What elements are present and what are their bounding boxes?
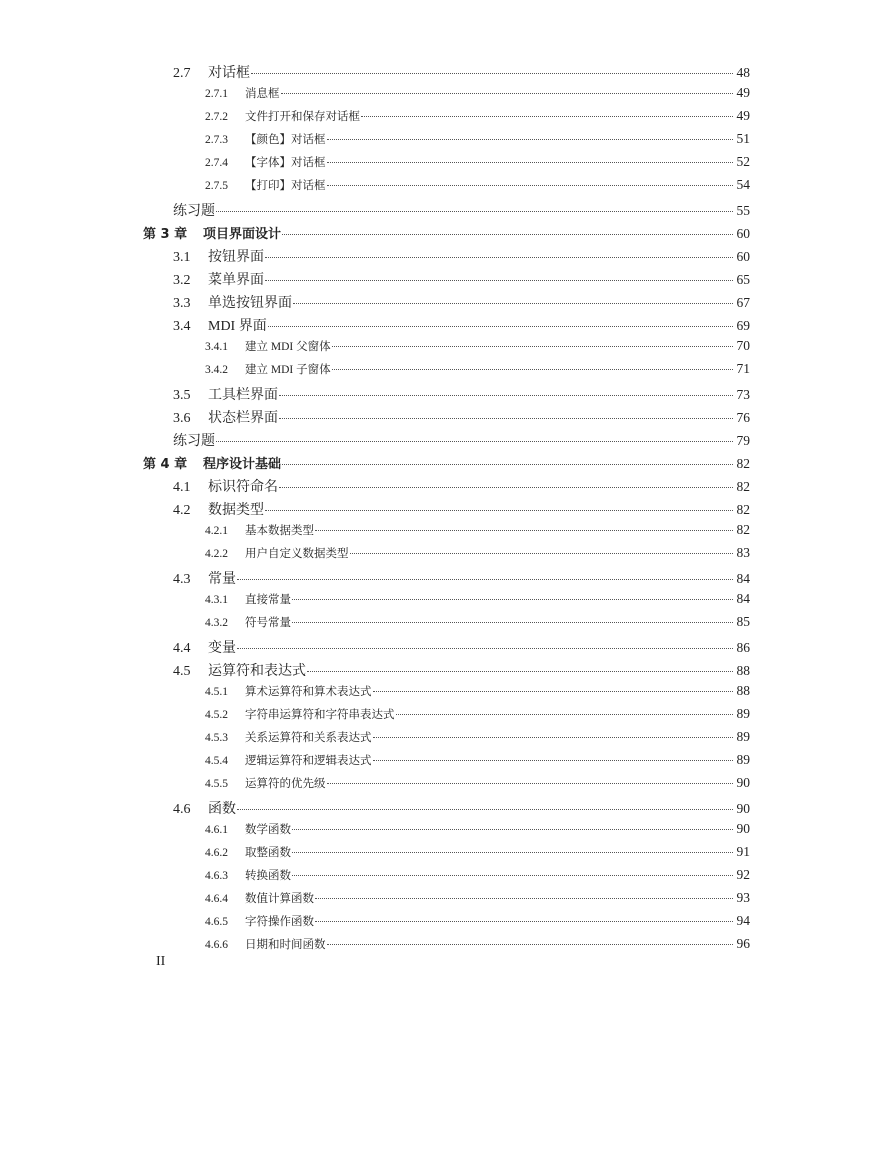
toc-entry-title: 字符操作函数 bbox=[245, 916, 314, 928]
toc-dot-leader bbox=[292, 852, 733, 853]
toc-entry[interactable] bbox=[143, 85, 750, 108]
toc-entry-page: 84 bbox=[736, 571, 750, 586]
toc-entry-title: 菜单界面 bbox=[208, 273, 264, 288]
toc-entry[interactable] bbox=[143, 798, 750, 821]
toc-entry[interactable] bbox=[143, 591, 750, 614]
toc-dot-leader bbox=[350, 553, 734, 554]
toc-entry-page: 83 bbox=[736, 545, 750, 560]
toc-dot-leader bbox=[237, 579, 733, 580]
toc-dot-leader bbox=[237, 648, 733, 649]
toc-entry[interactable] bbox=[143, 476, 750, 499]
toc-entry-number: 4.2 bbox=[173, 503, 191, 518]
toc-entry[interactable] bbox=[143, 821, 750, 844]
toc-entry[interactable] bbox=[143, 269, 750, 292]
toc-entry-page: 94 bbox=[736, 913, 750, 928]
toc-entry[interactable] bbox=[143, 453, 750, 476]
toc-entry-page: 49 bbox=[736, 108, 750, 123]
table-of-contents bbox=[0, 62, 893, 959]
toc-entry-number: 4.6 bbox=[173, 802, 191, 817]
toc-entry[interactable] bbox=[143, 430, 750, 453]
toc-entry-title: 【字体】对话框 bbox=[245, 157, 326, 169]
toc-entry-title: 按钮界面 bbox=[208, 250, 264, 265]
toc-dot-leader bbox=[279, 395, 733, 396]
toc-entry-page: 60 bbox=[736, 226, 750, 241]
toc-entry[interactable] bbox=[143, 246, 750, 269]
toc-entry-number: 3.3 bbox=[173, 296, 191, 311]
toc-entry-page: 89 bbox=[736, 752, 750, 767]
toc-entry-number: 2.7 bbox=[173, 66, 191, 81]
toc-entry-page: 96 bbox=[736, 936, 750, 951]
toc-dot-leader bbox=[237, 809, 733, 810]
toc-entry-page: 88 bbox=[736, 663, 750, 678]
toc-entry[interactable] bbox=[143, 154, 750, 177]
toc-entry-title: 程序设计基础 bbox=[203, 457, 282, 472]
toc-entry-title: 工具栏界面 bbox=[208, 388, 278, 403]
toc-entry-title: 状态栏界面 bbox=[208, 411, 278, 426]
toc-entry[interactable] bbox=[143, 62, 750, 85]
toc-entry-page: 90 bbox=[736, 801, 750, 816]
toc-entry[interactable] bbox=[143, 361, 750, 384]
toc-entry-page: 89 bbox=[736, 729, 750, 744]
toc-entry-number: 第 4 章 bbox=[143, 457, 188, 472]
toc-entry-number: 4.5.1 bbox=[205, 686, 228, 698]
toc-entry-title: 项目界面设计 bbox=[203, 227, 282, 242]
toc-entry[interactable] bbox=[143, 384, 750, 407]
toc-dot-leader bbox=[293, 303, 733, 304]
toc-dot-leader bbox=[315, 530, 733, 531]
toc-entry[interactable] bbox=[143, 545, 750, 568]
toc-dot-leader bbox=[373, 691, 734, 692]
toc-entry[interactable] bbox=[143, 131, 750, 154]
toc-entry-number: 4.6.6 bbox=[205, 939, 228, 951]
toc-dot-leader bbox=[307, 671, 733, 672]
toc-entry-title: 符号常量 bbox=[245, 617, 291, 629]
toc-entry[interactable] bbox=[143, 522, 750, 545]
toc-entry-number: 4.3.2 bbox=[205, 617, 228, 629]
toc-entry-page: 65 bbox=[736, 272, 750, 287]
toc-entry-page: 82 bbox=[736, 502, 750, 517]
toc-entry-title: 标识符命名 bbox=[208, 480, 278, 495]
toc-entry-page: 76 bbox=[736, 410, 750, 425]
toc-dot-leader bbox=[279, 418, 733, 419]
toc-entry-page: 67 bbox=[736, 295, 750, 310]
toc-entry-page: 54 bbox=[736, 177, 750, 192]
toc-entry-title: 练习题 bbox=[173, 204, 215, 219]
toc-dot-leader bbox=[265, 280, 733, 281]
toc-entry[interactable] bbox=[143, 844, 750, 867]
toc-entry-number: 第 3 章 bbox=[143, 227, 188, 242]
toc-entry-number: 2.7.3 bbox=[205, 134, 228, 146]
toc-entry-number: 3.2 bbox=[173, 273, 191, 288]
toc-entry-page: 51 bbox=[736, 131, 750, 146]
toc-entry-title: 消息框 bbox=[245, 88, 280, 100]
toc-entry[interactable] bbox=[143, 200, 750, 223]
toc-entry-number: 4.6.2 bbox=[205, 847, 228, 859]
toc-entry[interactable] bbox=[143, 568, 750, 591]
toc-entry-page: 71 bbox=[736, 361, 750, 376]
toc-entry[interactable] bbox=[143, 177, 750, 200]
toc-entry-page: 79 bbox=[736, 433, 750, 448]
toc-entry-title: 练习题 bbox=[173, 434, 215, 449]
toc-entry-number: 4.4 bbox=[173, 641, 191, 656]
toc-entry-number: 3.4.1 bbox=[205, 341, 228, 353]
toc-entry-number: 4.5.4 bbox=[205, 755, 228, 767]
toc-entry-number: 3.1 bbox=[173, 250, 191, 265]
toc-entry-title: 变量 bbox=[208, 641, 236, 656]
toc-entry-number: 4.5.2 bbox=[205, 709, 228, 721]
toc-entry-title: 用户自定义数据类型 bbox=[245, 548, 349, 560]
toc-entry[interactable] bbox=[143, 890, 750, 913]
toc-entry-page: 73 bbox=[736, 387, 750, 402]
toc-entry-title: 日期和时间函数 bbox=[245, 939, 326, 951]
toc-entry[interactable] bbox=[143, 683, 750, 706]
toc-dot-leader bbox=[281, 93, 734, 94]
toc-entry-page: 89 bbox=[736, 706, 750, 721]
toc-dot-leader bbox=[268, 326, 733, 327]
toc-entry-title: 取整函数 bbox=[245, 847, 291, 859]
toc-dot-leader bbox=[327, 185, 734, 186]
toc-dot-leader bbox=[327, 162, 734, 163]
toc-entry-number: 2.7.5 bbox=[205, 180, 228, 192]
toc-entry[interactable] bbox=[143, 223, 750, 246]
toc-dot-leader bbox=[292, 829, 733, 830]
toc-entry-title: 字符串运算符和字符串表达式 bbox=[245, 709, 395, 721]
toc-entry-number: 4.2.2 bbox=[205, 548, 228, 560]
toc-entry-page: 86 bbox=[736, 640, 750, 655]
toc-entry[interactable] bbox=[143, 913, 750, 936]
toc-entry-page: 92 bbox=[736, 867, 750, 882]
toc-entry-title: 基本数据类型 bbox=[245, 525, 314, 537]
toc-dot-leader bbox=[279, 487, 733, 488]
toc-entry[interactable] bbox=[143, 499, 750, 522]
toc-entry-title: 文件打开和保存对话框 bbox=[245, 111, 360, 123]
toc-entry-page: 90 bbox=[736, 775, 750, 790]
toc-entry[interactable] bbox=[143, 637, 750, 660]
toc-dot-leader bbox=[396, 714, 734, 715]
toc-entry[interactable] bbox=[143, 867, 750, 890]
toc-entry-title: 数学函数 bbox=[245, 824, 291, 836]
toc-dot-leader bbox=[332, 369, 733, 370]
toc-entry-title: 对话框 bbox=[208, 66, 250, 81]
toc-entry-number: 2.7.2 bbox=[205, 111, 228, 123]
toc-entry-number: 4.6.4 bbox=[205, 893, 228, 905]
toc-dot-leader bbox=[265, 510, 733, 511]
toc-dot-leader bbox=[216, 441, 733, 442]
toc-entry[interactable] bbox=[143, 936, 750, 959]
toc-dot-leader bbox=[251, 73, 733, 74]
toc-entry-page: 91 bbox=[736, 844, 750, 859]
toc-entry-title: 【颜色】对话框 bbox=[245, 134, 326, 146]
toc-dot-leader bbox=[216, 211, 733, 212]
toc-dot-leader bbox=[292, 599, 733, 600]
toc-entry-title: 运算符的优先级 bbox=[245, 778, 326, 790]
toc-entry-number: 4.6.1 bbox=[205, 824, 228, 836]
toc-entry-number: 2.7.1 bbox=[205, 88, 228, 100]
toc-entry-page: 84 bbox=[736, 591, 750, 606]
toc-entry-page: 85 bbox=[736, 614, 750, 629]
toc-dot-leader bbox=[282, 464, 733, 465]
toc-entry-number: 4.6.3 bbox=[205, 870, 228, 882]
toc-entry-page: 52 bbox=[736, 154, 750, 169]
toc-entry-title: 运算符和表达式 bbox=[208, 664, 306, 679]
toc-entry-number: 4.6.5 bbox=[205, 916, 228, 928]
toc-entry[interactable] bbox=[143, 729, 750, 752]
toc-entry-page: 69 bbox=[736, 318, 750, 333]
toc-entry-title: 建立 MDI 子窗体 bbox=[245, 364, 331, 376]
toc-entry-title: MDI 界面 bbox=[208, 319, 267, 334]
toc-dot-leader bbox=[292, 875, 733, 876]
toc-dot-leader bbox=[361, 116, 733, 117]
toc-entry-page: 90 bbox=[736, 821, 750, 836]
toc-entry-number: 4.1 bbox=[173, 480, 191, 495]
toc-entry-page: 48 bbox=[736, 65, 750, 80]
toc-entry-title: 【打印】对话框 bbox=[245, 180, 326, 192]
toc-entry-title: 转换函数 bbox=[245, 870, 291, 882]
toc-entry-page: 82 bbox=[736, 522, 750, 537]
toc-entry-number: 3.5 bbox=[173, 388, 191, 403]
toc-entry-title: 数据类型 bbox=[208, 503, 264, 518]
toc-entry-number: 3.4 bbox=[173, 319, 191, 334]
toc-entry[interactable] bbox=[143, 338, 750, 361]
toc-entry-page: 49 bbox=[736, 85, 750, 100]
toc-entry-page: 82 bbox=[736, 456, 750, 471]
toc-entry-number: 4.5.5 bbox=[205, 778, 228, 790]
toc-entry-page: 88 bbox=[736, 683, 750, 698]
toc-dot-leader bbox=[265, 257, 733, 258]
toc-entry-title: 关系运算符和关系表达式 bbox=[245, 732, 372, 744]
page-footer-number: II bbox=[156, 954, 166, 969]
toc-entry-title: 函数 bbox=[208, 802, 236, 817]
toc-entry-title: 逻辑运算符和逻辑表达式 bbox=[245, 755, 372, 767]
toc-dot-leader bbox=[373, 760, 734, 761]
toc-entry-title: 建立 MDI 父窗体 bbox=[245, 341, 331, 353]
toc-entry-number: 4.3 bbox=[173, 572, 191, 587]
toc-dot-leader bbox=[373, 737, 734, 738]
toc-entry[interactable] bbox=[143, 752, 750, 775]
toc-entry-number: 3.4.2 bbox=[205, 364, 228, 376]
toc-dot-leader bbox=[315, 898, 733, 899]
toc-entry-title: 单选按钮界面 bbox=[208, 296, 292, 311]
toc-entry-page: 93 bbox=[736, 890, 750, 905]
toc-entry[interactable] bbox=[143, 775, 750, 798]
toc-dot-leader bbox=[332, 346, 733, 347]
toc-dot-leader bbox=[327, 944, 734, 945]
toc-entry[interactable] bbox=[143, 292, 750, 315]
toc-entry-page: 60 bbox=[736, 249, 750, 264]
toc-entry-page: 70 bbox=[736, 338, 750, 353]
toc-dot-leader bbox=[315, 921, 733, 922]
toc-entry-title: 数值计算函数 bbox=[245, 893, 314, 905]
toc-dot-leader bbox=[292, 622, 733, 623]
toc-entry-number: 4.3.1 bbox=[205, 594, 228, 606]
toc-entry-number: 2.7.4 bbox=[205, 157, 228, 169]
toc-entry[interactable] bbox=[143, 660, 750, 683]
toc-entry-page: 55 bbox=[736, 203, 750, 218]
toc-dot-leader bbox=[282, 234, 733, 235]
toc-dot-leader bbox=[327, 783, 734, 784]
toc-entry-number: 3.6 bbox=[173, 411, 191, 426]
toc-entry[interactable] bbox=[143, 706, 750, 729]
toc-entry-page: 82 bbox=[736, 479, 750, 494]
toc-entry-number: 4.5.3 bbox=[205, 732, 228, 744]
toc-entry-title: 直接常量 bbox=[245, 594, 291, 606]
toc-entry-title: 常量 bbox=[208, 572, 236, 587]
toc-entry[interactable] bbox=[143, 407, 750, 430]
toc-entry-title: 算术运算符和算术表达式 bbox=[245, 686, 372, 698]
toc-dot-leader bbox=[327, 139, 734, 140]
toc-entry-number: 4.2.1 bbox=[205, 525, 228, 537]
toc-entry-number: 4.5 bbox=[173, 664, 191, 679]
toc-entry[interactable] bbox=[143, 315, 750, 338]
toc-entry[interactable] bbox=[143, 614, 750, 637]
toc-entry[interactable] bbox=[143, 108, 750, 131]
